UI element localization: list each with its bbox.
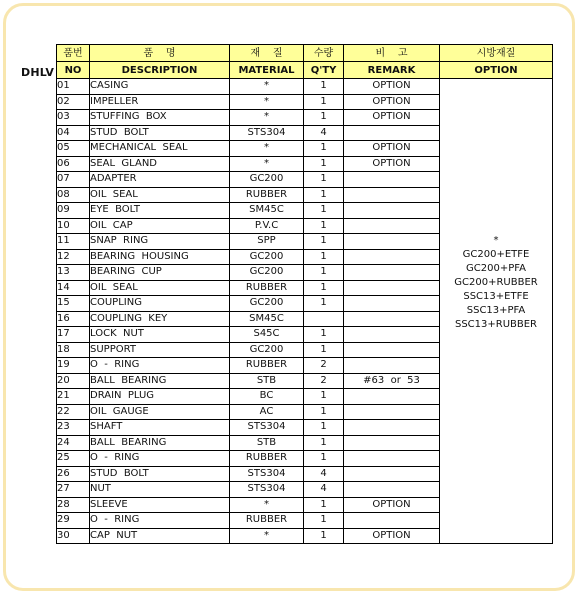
part-quantity: 1 — [304, 249, 344, 265]
part-remark — [344, 389, 440, 405]
part-quantity: 1 — [304, 404, 344, 420]
part-number: 23 — [57, 420, 90, 436]
part-quantity: 1 — [304, 435, 344, 451]
part-quantity: 1 — [304, 172, 344, 188]
part-remark — [344, 482, 440, 498]
part-description: SLEEVE — [90, 497, 230, 513]
part-quantity: 1 — [304, 528, 344, 544]
part-description: OIL CAP — [90, 218, 230, 234]
part-remark — [344, 513, 440, 529]
part-number: 28 — [57, 497, 90, 513]
part-remark — [344, 234, 440, 250]
part-quantity: 1 — [304, 156, 344, 172]
header-material-ko: 재 질 — [230, 45, 304, 62]
part-description: IMPELLER — [90, 94, 230, 110]
part-quantity: 1 — [304, 497, 344, 513]
part-material: RUBBER — [230, 358, 304, 374]
part-description: OIL SEAL — [90, 280, 230, 296]
part-description: O - RING — [90, 358, 230, 374]
part-description: CASING — [90, 79, 230, 95]
part-number: 14 — [57, 280, 90, 296]
part-remark: OPTION — [344, 79, 440, 95]
part-quantity: 2 — [304, 358, 344, 374]
part-description: BEARING HOUSING — [90, 249, 230, 265]
header-remark-ko: 비 고 — [344, 45, 440, 62]
part-quantity: 1 — [304, 265, 344, 281]
part-number: 08 — [57, 187, 90, 203]
part-remark — [344, 187, 440, 203]
part-description: CAP NUT — [90, 528, 230, 544]
option-item: SSC13+RUBBER — [454, 319, 538, 330]
part-material: BC — [230, 389, 304, 405]
part-quantity: 1 — [304, 218, 344, 234]
part-remark: OPTION — [344, 497, 440, 513]
part-quantity: 1 — [304, 389, 344, 405]
part-number: 10 — [57, 218, 90, 234]
part-number: 06 — [57, 156, 90, 172]
part-number: 12 — [57, 249, 90, 265]
option-item: GC200+PFA — [466, 263, 526, 274]
option-item: SSC13+ETFE — [463, 291, 529, 302]
part-quantity: 1 — [304, 234, 344, 250]
part-description: BEARING CUP — [90, 265, 230, 281]
part-quantity: 1 — [304, 420, 344, 436]
part-number: 07 — [57, 172, 90, 188]
part-number: 05 — [57, 141, 90, 157]
part-quantity: 1 — [304, 296, 344, 312]
part-remark — [344, 203, 440, 219]
header-option-en: OPTION — [440, 62, 553, 79]
part-remark: #63 or 53 — [344, 373, 440, 389]
header-desc-ko: 품 명 — [90, 45, 230, 62]
part-quantity: 1 — [304, 342, 344, 358]
part-material: RUBBER — [230, 513, 304, 529]
part-description: SEAL GLAND — [90, 156, 230, 172]
part-material: * — [230, 156, 304, 172]
part-material: RUBBER — [230, 280, 304, 296]
header-option-ko: 시방재질 — [440, 45, 553, 62]
part-material: * — [230, 110, 304, 126]
part-quantity: 1 — [304, 110, 344, 126]
part-material: AC — [230, 404, 304, 420]
part-remark — [344, 420, 440, 436]
part-description: STUD BOLT — [90, 125, 230, 141]
model-label: DHLV — [21, 66, 55, 79]
part-material: S45C — [230, 327, 304, 343]
part-description: COUPLING KEY — [90, 311, 230, 327]
part-number: 02 — [57, 94, 90, 110]
part-material: * — [230, 497, 304, 513]
part-remark — [344, 466, 440, 482]
part-number: 11 — [57, 234, 90, 250]
part-remark — [344, 265, 440, 281]
part-description: LOCK NUT — [90, 327, 230, 343]
part-description: OIL GAUGE — [90, 404, 230, 420]
part-description: DRAIN PLUG — [90, 389, 230, 405]
part-material: STS304 — [230, 420, 304, 436]
part-material: SM45C — [230, 203, 304, 219]
part-number: 03 — [57, 110, 90, 126]
part-quantity: 4 — [304, 125, 344, 141]
table-row — [57, 79, 553, 95]
part-material: RUBBER — [230, 451, 304, 467]
part-remark — [344, 342, 440, 358]
part-number: 16 — [57, 311, 90, 327]
part-number: 09 — [57, 203, 90, 219]
part-number: 13 — [57, 265, 90, 281]
part-description: SUPPORT — [90, 342, 230, 358]
part-quantity: 1 — [304, 327, 344, 343]
part-number: 22 — [57, 404, 90, 420]
header-qty-ko: 수량 — [304, 45, 344, 62]
part-remark — [344, 218, 440, 234]
part-material: SPP — [230, 234, 304, 250]
option-item: GC200+ETFE — [462, 249, 530, 260]
part-description: SHAFT — [90, 420, 230, 436]
part-description: SNAP RING — [90, 234, 230, 250]
part-description: STUD BOLT — [90, 466, 230, 482]
part-description: BALL BEARING — [90, 373, 230, 389]
part-material: * — [230, 79, 304, 95]
option-cell — [440, 79, 553, 544]
part-material: GC200 — [230, 342, 304, 358]
part-description: O - RING — [90, 513, 230, 529]
part-description: NUT — [90, 482, 230, 498]
part-material: GC200 — [230, 249, 304, 265]
part-remark — [344, 451, 440, 467]
part-quantity: 1 — [304, 280, 344, 296]
part-material: GC200 — [230, 172, 304, 188]
part-number: 29 — [57, 513, 90, 529]
part-quantity: 1 — [304, 79, 344, 95]
part-description: EYE BOLT — [90, 203, 230, 219]
header-no-en: NO — [57, 62, 90, 79]
part-material: STB — [230, 435, 304, 451]
part-remark — [344, 125, 440, 141]
part-remark: OPTION — [344, 94, 440, 110]
part-description: BALL BEARING — [90, 435, 230, 451]
part-number: 20 — [57, 373, 90, 389]
option-list — [440, 234, 552, 332]
part-quantity: 1 — [304, 451, 344, 467]
part-remark — [344, 435, 440, 451]
part-remark: OPTION — [344, 141, 440, 157]
part-material: GC200 — [230, 296, 304, 312]
part-number: 15 — [57, 296, 90, 312]
part-number: 18 — [57, 342, 90, 358]
part-material: RUBBER — [230, 187, 304, 203]
part-quantity: 2 — [304, 373, 344, 389]
part-quantity: 1 — [304, 187, 344, 203]
header-remark-en: REMARK — [344, 62, 440, 79]
header-desc-en: DESCRIPTION — [90, 62, 230, 79]
part-description: OIL SEAL — [90, 187, 230, 203]
part-remark — [344, 296, 440, 312]
option-item: * — [493, 235, 499, 246]
part-description: STUFFING BOX — [90, 110, 230, 126]
part-quantity: 4 — [304, 466, 344, 482]
part-remark — [344, 358, 440, 374]
table-header — [57, 45, 553, 79]
part-material: P.V.C — [230, 218, 304, 234]
header-no-ko: 품번 — [57, 45, 90, 62]
part-remark: OPTION — [344, 528, 440, 544]
part-remark — [344, 249, 440, 265]
part-material: STS304 — [230, 125, 304, 141]
part-quantity: 1 — [304, 94, 344, 110]
part-quantity: 1 — [304, 203, 344, 219]
part-remark — [344, 311, 440, 327]
part-remark: OPTION — [344, 156, 440, 172]
part-remark: OPTION — [344, 110, 440, 126]
part-material: STB — [230, 373, 304, 389]
part-number: 26 — [57, 466, 90, 482]
part-material: * — [230, 141, 304, 157]
part-quantity: 4 — [304, 482, 344, 498]
option-item: GC200+RUBBER — [454, 277, 538, 288]
part-material: * — [230, 528, 304, 544]
part-number: 30 — [57, 528, 90, 544]
part-quantity — [304, 311, 344, 327]
header-material-en: MATERIAL — [230, 62, 304, 79]
part-material: SM45C — [230, 311, 304, 327]
part-number: 01 — [57, 79, 90, 95]
part-remark — [344, 172, 440, 188]
option-item: SSC13+PFA — [466, 305, 526, 316]
part-number: 27 — [57, 482, 90, 498]
parts-table — [56, 44, 553, 544]
part-material: * — [230, 94, 304, 110]
part-quantity: 1 — [304, 141, 344, 157]
part-remark — [344, 404, 440, 420]
part-quantity: 1 — [304, 513, 344, 529]
part-description: O - RING — [90, 451, 230, 467]
part-description: ADAPTER — [90, 172, 230, 188]
part-description: MECHANICAL SEAL — [90, 141, 230, 157]
part-material: GC200 — [230, 265, 304, 281]
part-number: 17 — [57, 327, 90, 343]
part-number: 19 — [57, 358, 90, 374]
part-number: 21 — [57, 389, 90, 405]
header-qty-en: Q'TY — [304, 62, 344, 79]
part-number: 24 — [57, 435, 90, 451]
part-material: STS304 — [230, 482, 304, 498]
part-material: STS304 — [230, 466, 304, 482]
part-remark — [344, 327, 440, 343]
part-description: COUPLING — [90, 296, 230, 312]
table-body — [57, 79, 553, 544]
part-number: 04 — [57, 125, 90, 141]
part-remark — [344, 280, 440, 296]
part-number: 25 — [57, 451, 90, 467]
